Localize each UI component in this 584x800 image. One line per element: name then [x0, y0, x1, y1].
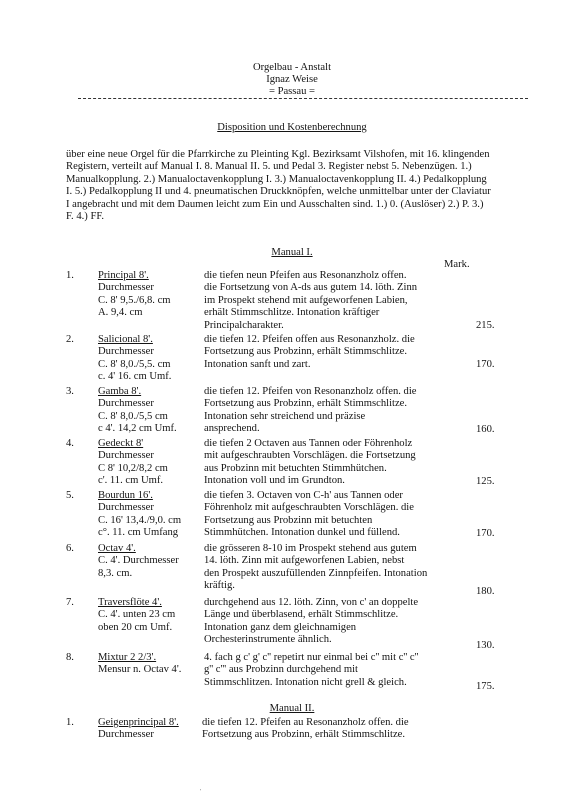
register-name-block — [98, 270, 208, 320]
description-line: kräftig. — [204, 580, 235, 592]
register-description — [204, 490, 474, 540]
description-line: die tiefen 12. Pfeifen von Resonanzholz offen. die — [204, 386, 417, 397]
register-detail: c. 4' 16. cm Umf. — [98, 371, 172, 383]
register-name-block — [98, 543, 208, 580]
description-line: Principalcharakter. — [204, 319, 284, 331]
description-line: die Fortsetzung von A-ds aus gutem 14. löth. Zinn — [204, 282, 418, 294]
description-line: Intonation voll und im Grundton. — [204, 475, 345, 487]
mark-column-header: Mark. — [444, 259, 470, 270]
register-description — [202, 717, 472, 742]
manual2-heading: Manual II. — [269, 703, 315, 714]
register-name-block — [98, 652, 208, 677]
intro-line: F. 4.) FF. — [66, 211, 105, 223]
register-name: Mixtur 2 2/3'. — [98, 652, 157, 663]
description-line: die tiefen 2 Octaven aus Tannen oder Föhrenholz — [204, 438, 413, 449]
description-line: Stimmschlitzen. Intonation nicht grell & gleich. — [204, 676, 407, 688]
description-line: im Prospekt stehend mit aufgeworfenen Labien, — [204, 294, 408, 306]
register-detail: 8,3. cm. — [98, 567, 133, 579]
register-detail: A. 9,4. cm — [98, 307, 143, 319]
register-price: 170. — [476, 359, 495, 370]
description-line: Intonation sanft und zart. — [204, 358, 311, 370]
description-line: Fortsetzung aus Probzinn mit betuchten — [204, 514, 373, 526]
description-line: Fortsetzung aus Probzinn, erhält Stimmschlitze. — [204, 398, 408, 410]
register-description — [204, 334, 474, 371]
register-description — [204, 543, 474, 593]
register-number: 8. — [66, 652, 74, 663]
register-price: 160. — [476, 424, 495, 435]
intro-line: I angebracht und mit dem Daumen leicht zum Ein und Ausschalten sind. 1.) 0. (Auslöser) 2.) P. 3.) — [66, 198, 484, 210]
description-line: Intonation ganz dem gleichnamigen — [204, 621, 357, 633]
register-name: Traversflöte 4'. — [98, 597, 162, 608]
register-detail: Durchmesser — [98, 282, 154, 294]
register-detail: oben 20 cm Umf. — [98, 621, 173, 633]
dashed-divider — [78, 98, 528, 99]
register-price: 175. — [476, 681, 495, 692]
register-name: Bourdun 16'. — [98, 490, 153, 501]
description-line: mit aufgeschraubten Vorschlägen. die Fortsetzung — [204, 450, 416, 462]
register-detail: Durchmesser — [98, 502, 154, 514]
intro-paragraph — [66, 149, 536, 223]
manual1-heading: Manual I. — [271, 247, 313, 258]
description-line: g'' c''' aus Probzinn durchgehend mit — [204, 664, 358, 676]
register-price: 130. — [476, 640, 495, 651]
register-number: 2. — [66, 334, 74, 345]
register-price: 125. — [476, 476, 495, 487]
intro-line: Registern, verteilt auf Manual I. 8. Manual II. 5. und Pedal 3. Register nebst 5. Nebenzügen. 1.) — [66, 161, 472, 173]
register-number: 4. — [66, 438, 74, 449]
description-line: Fortsetzung aus Probzinn, erhält Stimmschlitze. — [202, 729, 406, 741]
description-line: Intonation sehr streichend und präzise — [204, 410, 366, 422]
description-line: den Prospekt auszufüllenden Zinnpfeifen. Intonation — [204, 567, 428, 579]
register-name: Salicional 8'. — [98, 334, 153, 345]
register-detail: c 4'. 14,2 cm Umf. — [98, 423, 177, 435]
register-detail: Durchmesser — [98, 450, 154, 462]
register-number: 7. — [66, 597, 74, 608]
register-detail: C. 8' 8,0./5,5. cm — [98, 358, 171, 370]
register-number: 6. — [66, 543, 74, 554]
register-price: 170. — [476, 528, 495, 539]
description-line: die tiefen 3. Octaven von C-h' aus Tannen oder — [204, 490, 403, 501]
register-name: Geigenprincipal 8'. — [98, 717, 179, 728]
page-mark: ' — [200, 789, 202, 795]
description-line: Fortsetzung aus Probzinn, erhält Stimmschlitze. — [204, 346, 408, 358]
intro-line: I. 5.) Pedalkopplung II und 4. pneumatischen Druckknöpfen, welche unmittelbar unter der Claviatur — [66, 186, 491, 198]
intro-line: über eine neue Orgel für die Pfarrkirche zu Pleinting Kgl. Bezirksamt Vilshofen, mit 16. klingenden — [66, 149, 490, 160]
register-number: 5. — [66, 490, 74, 501]
register-detail: Durchmesser — [98, 346, 154, 358]
description-line: die tiefen neun Pfeifen aus Resonanzholz offen. — [204, 270, 407, 281]
description-line: Länge und überblasend, erhält Stimmschlitze. — [204, 609, 399, 621]
register-description — [204, 438, 474, 488]
register-name: Gedeckt 8' — [98, 438, 144, 449]
register-detail: C. 8' 9,5./6,8. cm — [98, 294, 171, 306]
register-detail: C. 4'. Durchmesser — [98, 555, 179, 567]
header-line2: Ignaz Weise — [266, 74, 318, 85]
register-name-block — [98, 490, 208, 540]
register-detail: Durchmesser — [98, 729, 154, 741]
register-detail: c°. 11. cm Umfang — [98, 527, 179, 539]
description-line: erhält Stimmschlitze. Intonation kräftiger — [204, 307, 380, 319]
description-line: die tiefen 12. Pfeifen offen aus Resonanzholz. die — [204, 334, 415, 345]
register-detail: C 8' 10,2/8,2 cm — [98, 462, 168, 474]
register-description — [204, 597, 474, 647]
register-detail: C. 4'. unten 23 cm — [98, 609, 176, 621]
header-line1: Orgelbau - Anstalt — [252, 62, 332, 73]
description-line: die grösseren 8-10 im Prospekt stehend aus gutem — [204, 543, 417, 554]
register-name-block — [98, 717, 208, 742]
header-line3: = Passau = — [268, 86, 316, 97]
register-detail: C. 16' 13,4./9,0. cm — [98, 514, 182, 526]
register-price: 215. — [476, 320, 495, 331]
register-description — [204, 652, 474, 689]
register-number: 3. — [66, 386, 74, 397]
register-price: 180. — [476, 586, 495, 597]
register-name: Principal 8'. — [98, 270, 149, 281]
register-number: 1. — [66, 270, 74, 281]
description-line: 14. löth. Zinn mit aufgeworfenen Labien, nebst — [204, 555, 405, 567]
document-title: Disposition und Kostenberechnung — [217, 122, 367, 133]
register-number: 1. — [66, 717, 74, 728]
description-line: die tiefen 12. Pfeifen au Resonanzholz offen. die — [202, 717, 409, 728]
description-line: 4. fach g c' g' c'' repetirt nur einmal bei c'' mit c'' c'' — [204, 652, 419, 663]
register-name-block — [98, 334, 208, 384]
description-line: aus Probzinn mit betuchten Stimmhütchen. — [204, 462, 387, 474]
register-description — [204, 270, 474, 332]
register-description — [204, 386, 474, 436]
register-detail: c'. 11. cm Umf. — [98, 475, 164, 487]
register-name: Gamba 8'. — [98, 386, 142, 397]
description-line: Orchesterinstrumente ähnlich. — [204, 634, 332, 646]
description-line: Föhrenholz mit aufgeschraubten Vorschlägen. die — [204, 502, 414, 514]
register-name-block — [98, 597, 208, 634]
register-name-block — [98, 438, 208, 488]
register-detail: Durchmesser — [98, 398, 154, 410]
description-line: Stimmhütchen. Intonation dunkel und füllend. — [204, 527, 400, 539]
register-detail: C. 8' 8,0./5,5 cm — [98, 410, 168, 422]
register-name: Octav 4'. — [98, 543, 136, 554]
description-line: durchgehend aus 12. löth. Zinn, von c' an doppelte — [204, 597, 419, 608]
description-line: ansprechend. — [204, 423, 260, 435]
intro-line: Manualkopplung. 2.) Manualoctavenkopplung I. 3.) Manualoctavenkopplung II. 4.) Pedalkopplung — [66, 173, 487, 185]
register-detail: Mensur n. Octav 4'. — [98, 664, 182, 676]
register-name-block — [98, 386, 208, 436]
